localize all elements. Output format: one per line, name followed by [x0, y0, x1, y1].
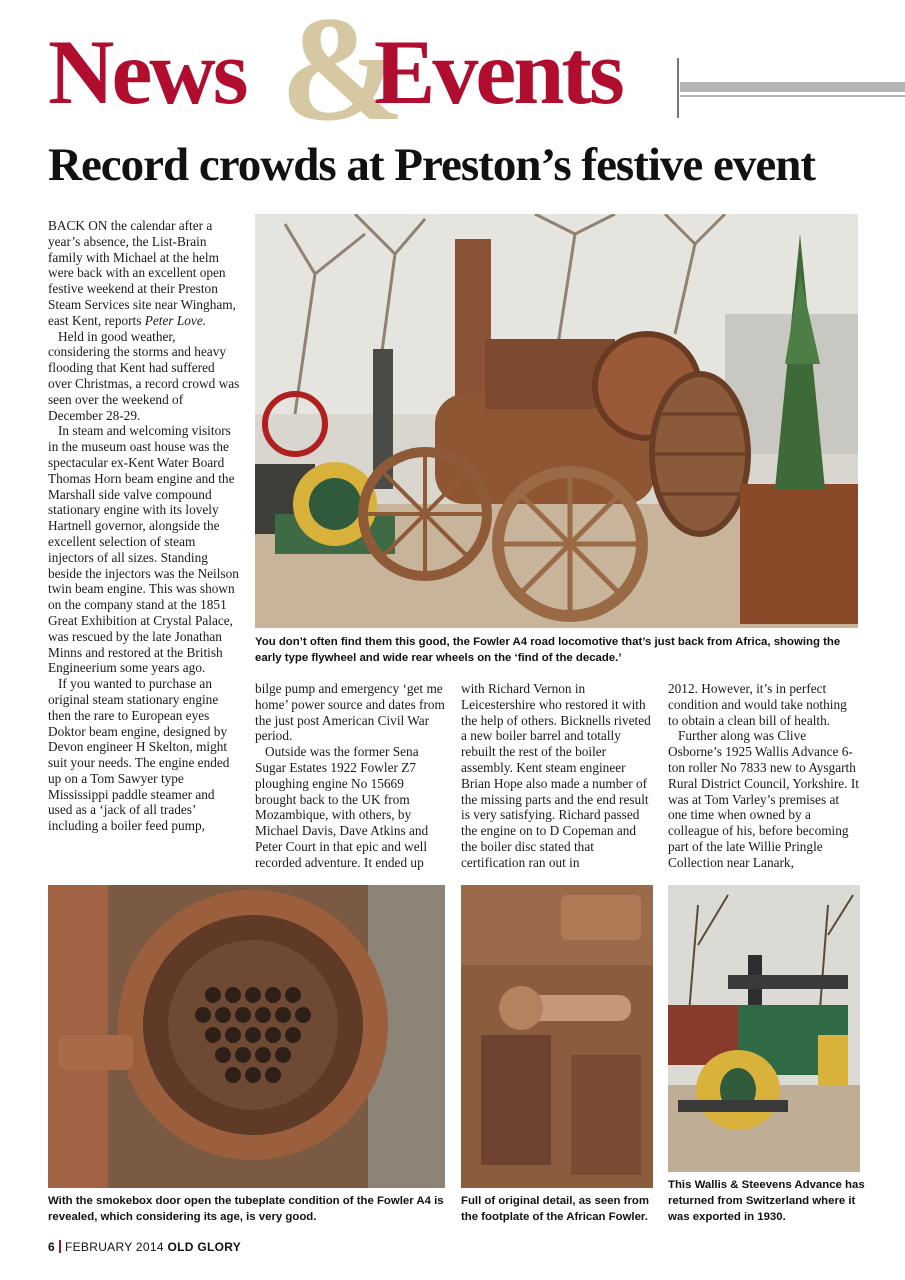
caption-roller-photo: This Wallis & Steevens Advance has returned from Switzerland where it was exported in 1930. [668, 1179, 865, 1223]
article-headline: Record crowds at Preston’s festive event [48, 139, 816, 191]
page-number: 6 [48, 1240, 55, 1254]
paragraph: Held in good weather, considering the storms and heavy flooding that Kent had suffered over Christmas, a record crowd was seen over the weekend of December 28-29. [48, 328, 240, 423]
article-column-1 [48, 218, 240, 834]
paragraph: In steam and welcoming visitors in the museum oast house was the spectacular ex-Kent Water Board Thomas Horn beam engine and the Marshall side valve compound stationary engine with its lovely Hartnell governor, alongside the excellent selection of steam injectors of all sizes. Standing beside the injectors was the Neilson twin beam engine. This was shown on the company stand at the 1851 Great Exhibition at Crystal Palace, was rescued by the late Jonathan Minns and restored at the British Engineerium some years ago. [48, 423, 239, 676]
photo-smokebox-tubeplate [48, 885, 445, 1188]
paragraph: Further along was Clive Osborne’s 1925 Wallis Advance 6-ton roller No 7833 new to Aysgarth Rural District Council, Yorkshire. It was at Tom Varley’s premises at one time when owned by a colleague of his, before becoming part of the late Willie Pringle Collection near Lanark, [668, 728, 859, 870]
footplate-illustration [461, 885, 653, 1188]
paragraph: 2012. However, it’s in perfect condition and would take nothing to obtain a clean bill of health. [668, 681, 847, 728]
paragraph [48, 218, 240, 329]
masthead-ampersand: & [280, 0, 405, 152]
caption-footplate-photo: Full of original detail, as seen from the footplate of the African Fowler. [461, 1195, 649, 1223]
paragraph: Outside was the former Sena Sugar Estates 1922 Fowler Z7 ploughing engine No 15669 brought back to the UK from Mozambique, with others, by Michael Davis, Dave Atkins and Peter Court in that epic and well recorded adventure. It ended up [255, 744, 429, 870]
masthead-news: News [48, 21, 246, 123]
article-column-4 [668, 681, 860, 871]
page-footer [48, 1240, 241, 1254]
masthead-divider [677, 58, 679, 118]
paragraph-text: BACK ON the calendar after a year’s absence, the List-Brain family with Michael at the helm were back with an excellent open festive weekend at their Preston Steam Services site near Wingham, east Kent, reports [48, 218, 236, 328]
masthead-events: Events [374, 21, 622, 123]
masthead [48, 0, 668, 152]
paragraph: with Richard Vernon in Leicestershire who restored it with the help of others. Bicknells riveted a new boiler barrel and totally rebuilt the rest of the boiler assembly. Kent steam engineer Brian Hope also made a number of the missing parts and the end result is very satisfying. Richard passed the engine on to D Copeman and the boiler disc stated that certification ran out in [461, 681, 651, 870]
roller-illustration [668, 885, 860, 1172]
smokebox-illustration [48, 885, 445, 1188]
magazine-name: OLD GLORY [167, 1240, 242, 1254]
paragraph: If you wanted to purchase an original steam stationary engine then the rare to European eyes Doktor beam engine, designed by Devon engineer H Skelton, might suit your needs. The engine ended up on a Tom Sawyer type Mississippi paddle steamer and used as a ‘jack of all trades’ including a boiler feed pump, [48, 676, 230, 834]
masthead-rule [680, 82, 905, 92]
paragraph: bilge pump and emergency ‘get me home’ power source and dates from the just post American Civil War period. [255, 681, 445, 744]
footer-divider [59, 1240, 61, 1253]
locomotive-illustration [255, 214, 858, 628]
byline: Peter Love. [144, 312, 207, 328]
photo-fowler-road-locomotive [255, 214, 858, 628]
issue-date: FEBRUARY 2014 [64, 1240, 164, 1254]
masthead-rule-thin [680, 95, 905, 97]
caption-smokebox-photo: With the smokebox door open the tubeplate condition of the Fowler A4 is revealed, which considering its age, is very good. [48, 1195, 444, 1223]
article-column-2 [255, 681, 447, 871]
caption-main-photo: You don’t often find them this good, the Fowler A4 road locomotive that’s just back from Africa, showing the early type flywheel and wide rear wheels on the ‘find of the decade.’ [255, 636, 841, 664]
photo-footplate-detail [461, 885, 653, 1188]
photo-wallis-steevens-roller [668, 885, 860, 1172]
article-column-3 [461, 681, 653, 871]
